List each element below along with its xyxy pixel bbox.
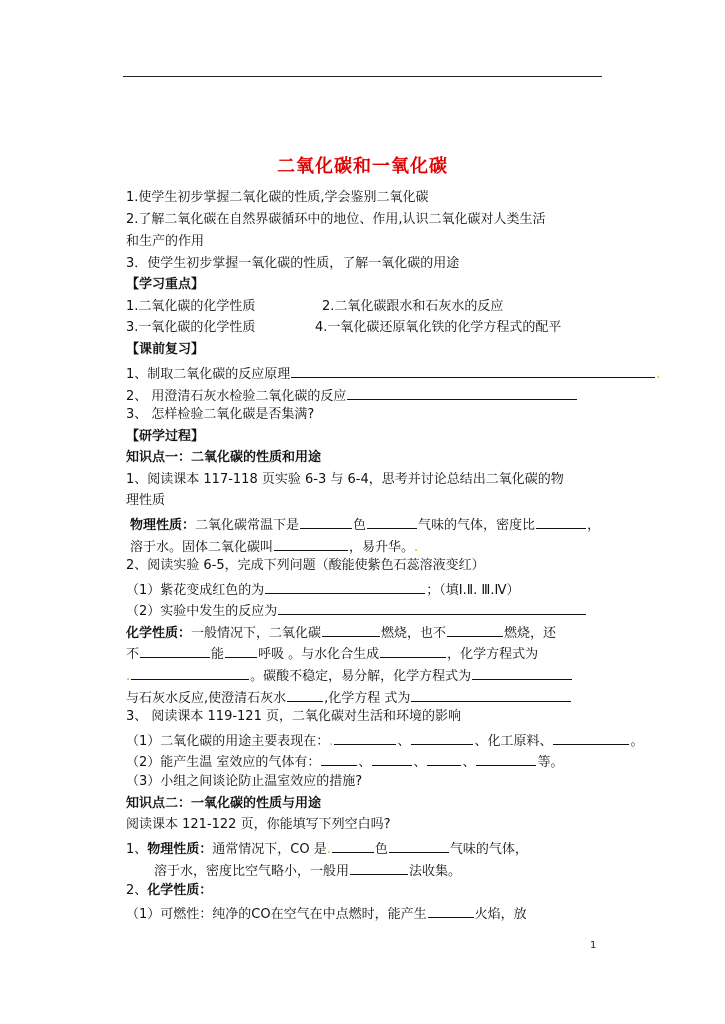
phys-text: 色 [353, 518, 367, 533]
phys-text: 二氧化碳常温下是 [195, 518, 300, 533]
phys-label: 物理性质： [130, 518, 196, 533]
chemical-properties-4 [126, 687, 572, 708]
blank[interactable] [411, 687, 571, 702]
chem-text: 燃烧，还 [504, 626, 557, 641]
objective-2-cont: 和生产的作用 [126, 234, 205, 249]
use-text: 、 [397, 734, 411, 749]
use-text: 等。 [537, 755, 564, 770]
kp1-read-cont: 理性质 [126, 493, 166, 508]
physical-properties [130, 514, 600, 535]
physical-properties-2: 溶于水。固体二氧化碳叫 ，易升华。. [130, 536, 418, 557]
focus-item-4: 4.一氧化碳还原氧化铁的化学方程式的配平 [315, 320, 562, 335]
blank[interactable] [380, 643, 446, 658]
chem-text: 能 [211, 647, 225, 662]
chemical-properties-2 [126, 643, 538, 664]
blank[interactable] [274, 536, 348, 551]
blank[interactable] [350, 860, 408, 875]
use-read: 3、 阅读课本 119-121 页，二氧化碳对生活和环境的影响 [126, 709, 461, 724]
focus-item-1: 1.二氧化碳的化学性质 [126, 299, 256, 314]
blank[interactable] [322, 622, 380, 637]
co-text: （1）可燃性：纯净的CO在空气在中点燃时，能产生 [126, 907, 427, 922]
blank[interactable] [553, 730, 629, 745]
phys-text: 溶于水。固体二氧化碳叫 [130, 540, 274, 555]
co-text: 1、 [126, 842, 148, 857]
blank[interactable] [536, 514, 586, 529]
use-q3: （3）小组之间谈论防止温室效应的措施? [126, 774, 363, 789]
co-text: 色 [374, 842, 388, 857]
chem-text: 与石灰水反应,使澄清石灰水 [126, 691, 287, 706]
phys-text: ， [587, 518, 601, 533]
co-combustion [126, 903, 527, 924]
experiment-q1 [126, 579, 520, 600]
chemical-properties-3: . 。碳酸不稳定，易分解，化学方程式为 [126, 665, 573, 686]
review-1-text: 1、制取二氧化碳的反应原理 [126, 367, 291, 382]
chem-text: 。碳酸不稳定，易分解，化学方程式为 [250, 669, 472, 684]
co-chemical-properties [126, 882, 212, 900]
objective-2: 2.了解二氧化碳在自然界碳循环中的地位、作用,认识二氧化碳对人类生活 [126, 212, 546, 227]
use-text: 、 [462, 755, 476, 770]
blank[interactable] [321, 751, 357, 766]
blank[interactable] [372, 751, 412, 766]
blank[interactable] [411, 730, 473, 745]
use-text: 、化工原料、 [474, 734, 553, 749]
use-text: 。 [630, 734, 644, 749]
header-rule [123, 76, 602, 77]
kp2-title: 知识点二：一氧化碳的性质与用途 [126, 796, 322, 811]
blank[interactable] [140, 643, 210, 658]
co-physical-properties-2 [154, 860, 461, 881]
blank[interactable] [447, 622, 503, 637]
objective-3: 3．使学生初步掌握一氧化碳的性质，了解一氧化碳的用途 [126, 256, 460, 271]
exp-text: （2）实验中发生的反应为 [126, 604, 278, 619]
blank[interactable] [472, 665, 572, 680]
blank[interactable] [131, 665, 249, 680]
co-text: 2、 [126, 883, 148, 898]
co-text: 通常情况下，CO 是 [212, 842, 327, 857]
section-focus: 【学习重点】 [126, 277, 205, 292]
use-q1: （1）二氧化碳的用途主要表现在：. 、 、化工原料、 。 [126, 730, 643, 751]
review-2 [126, 385, 578, 406]
blank[interactable] [427, 751, 461, 766]
chemical-properties [126, 622, 556, 643]
blank[interactable] [300, 514, 352, 529]
phys-text: 气味的气体，密度比 [418, 518, 536, 533]
section-review: 【课前复习】 [126, 342, 205, 357]
experiment-read: 2、阅读实验 6-5，完成下列问题（酸能使紫色石蕊溶液变红） [126, 558, 485, 573]
review-3: 3、 怎样检验二氧化碳是否集满? [126, 407, 315, 422]
blank[interactable] [476, 751, 536, 766]
review-1: 1、制取二氧化碳的反应原理 . [126, 363, 660, 384]
blank[interactable] [332, 838, 374, 853]
blank[interactable] [291, 363, 655, 378]
kp1-title: 知识点一：二氧化碳的性质和用途 [126, 450, 322, 465]
phys-text: ，易升华。 [349, 540, 415, 555]
co-text: 气味的气体， [449, 842, 528, 857]
use-text: 、 [358, 755, 372, 770]
blank[interactable] [389, 838, 449, 853]
blank[interactable] [367, 514, 417, 529]
blank[interactable] [428, 903, 474, 918]
chem-label: 化学性质： [126, 626, 192, 641]
co-chem-label: 化学性质： [147, 883, 213, 898]
chem-text: ,化学方程 式为 [324, 691, 411, 706]
blank[interactable] [265, 579, 425, 594]
blank[interactable] [225, 643, 257, 658]
chem-text: 呼吸 。与水化合生成 [258, 647, 380, 662]
kp2-read: 阅读课本 121-122 页，你能填写下列空白吗? [126, 817, 391, 832]
exp-text: ；（填Ⅰ.Ⅱ. Ⅲ.Ⅳ） [426, 583, 520, 598]
blank[interactable] [347, 385, 577, 400]
experiment-q2 [126, 600, 587, 621]
chem-text: 燃烧，也不 [381, 626, 447, 641]
co-text: 火焰，放 [474, 907, 527, 922]
use-text: （2）能产生温 室效应的气体有： [126, 755, 321, 770]
section-process: 【研学过程】 [126, 429, 205, 444]
kp1-read: 1、阅读课本 117-118 页实验 6-3 与 6-4，思考并讨论总结出二氧化碳的物 [126, 472, 564, 487]
chem-text: 一般情况下，二氧化碳 [191, 626, 322, 641]
chem-text: ，化学方程式为 [447, 647, 539, 662]
co-text: 法收集。 [409, 864, 462, 879]
exp-text: （1）紫花变成红色的为 [126, 583, 265, 598]
focus-item-2: 2.二氧化碳跟水和石灰水的反应 [322, 299, 504, 314]
co-text: 溶于水，密度比空气略小，一般用 [154, 864, 350, 879]
page-number: 1 [590, 940, 597, 951]
use-text: 、 [413, 755, 427, 770]
blank[interactable] [287, 687, 323, 702]
co-phys-label: 物理性质： [147, 842, 213, 857]
review-2-text: 2、 用澄清石灰水检验二氧化碳的反应 [126, 389, 347, 404]
chem-text: 不 [126, 647, 140, 662]
co-physical-properties: 1、物理性质：通常情况下，CO 是. 色 气味的气体， [126, 838, 528, 859]
blank[interactable] [278, 600, 586, 615]
use-text: （1）二氧化碳的用途主要表现在： [126, 734, 330, 749]
focus-item-3: 3.一氧化碳的化学性质 [126, 320, 256, 335]
blank[interactable] [334, 730, 396, 745]
use-q2 [126, 751, 563, 772]
focus-row-2 [126, 319, 562, 337]
objective-1: 1.使学生初步掌握二氧化碳的性质,学会鉴别二氧化碳 [126, 190, 429, 205]
focus-row-1 [126, 298, 504, 316]
page-title: 二氧化碳和一氧化碳 [277, 156, 448, 177]
